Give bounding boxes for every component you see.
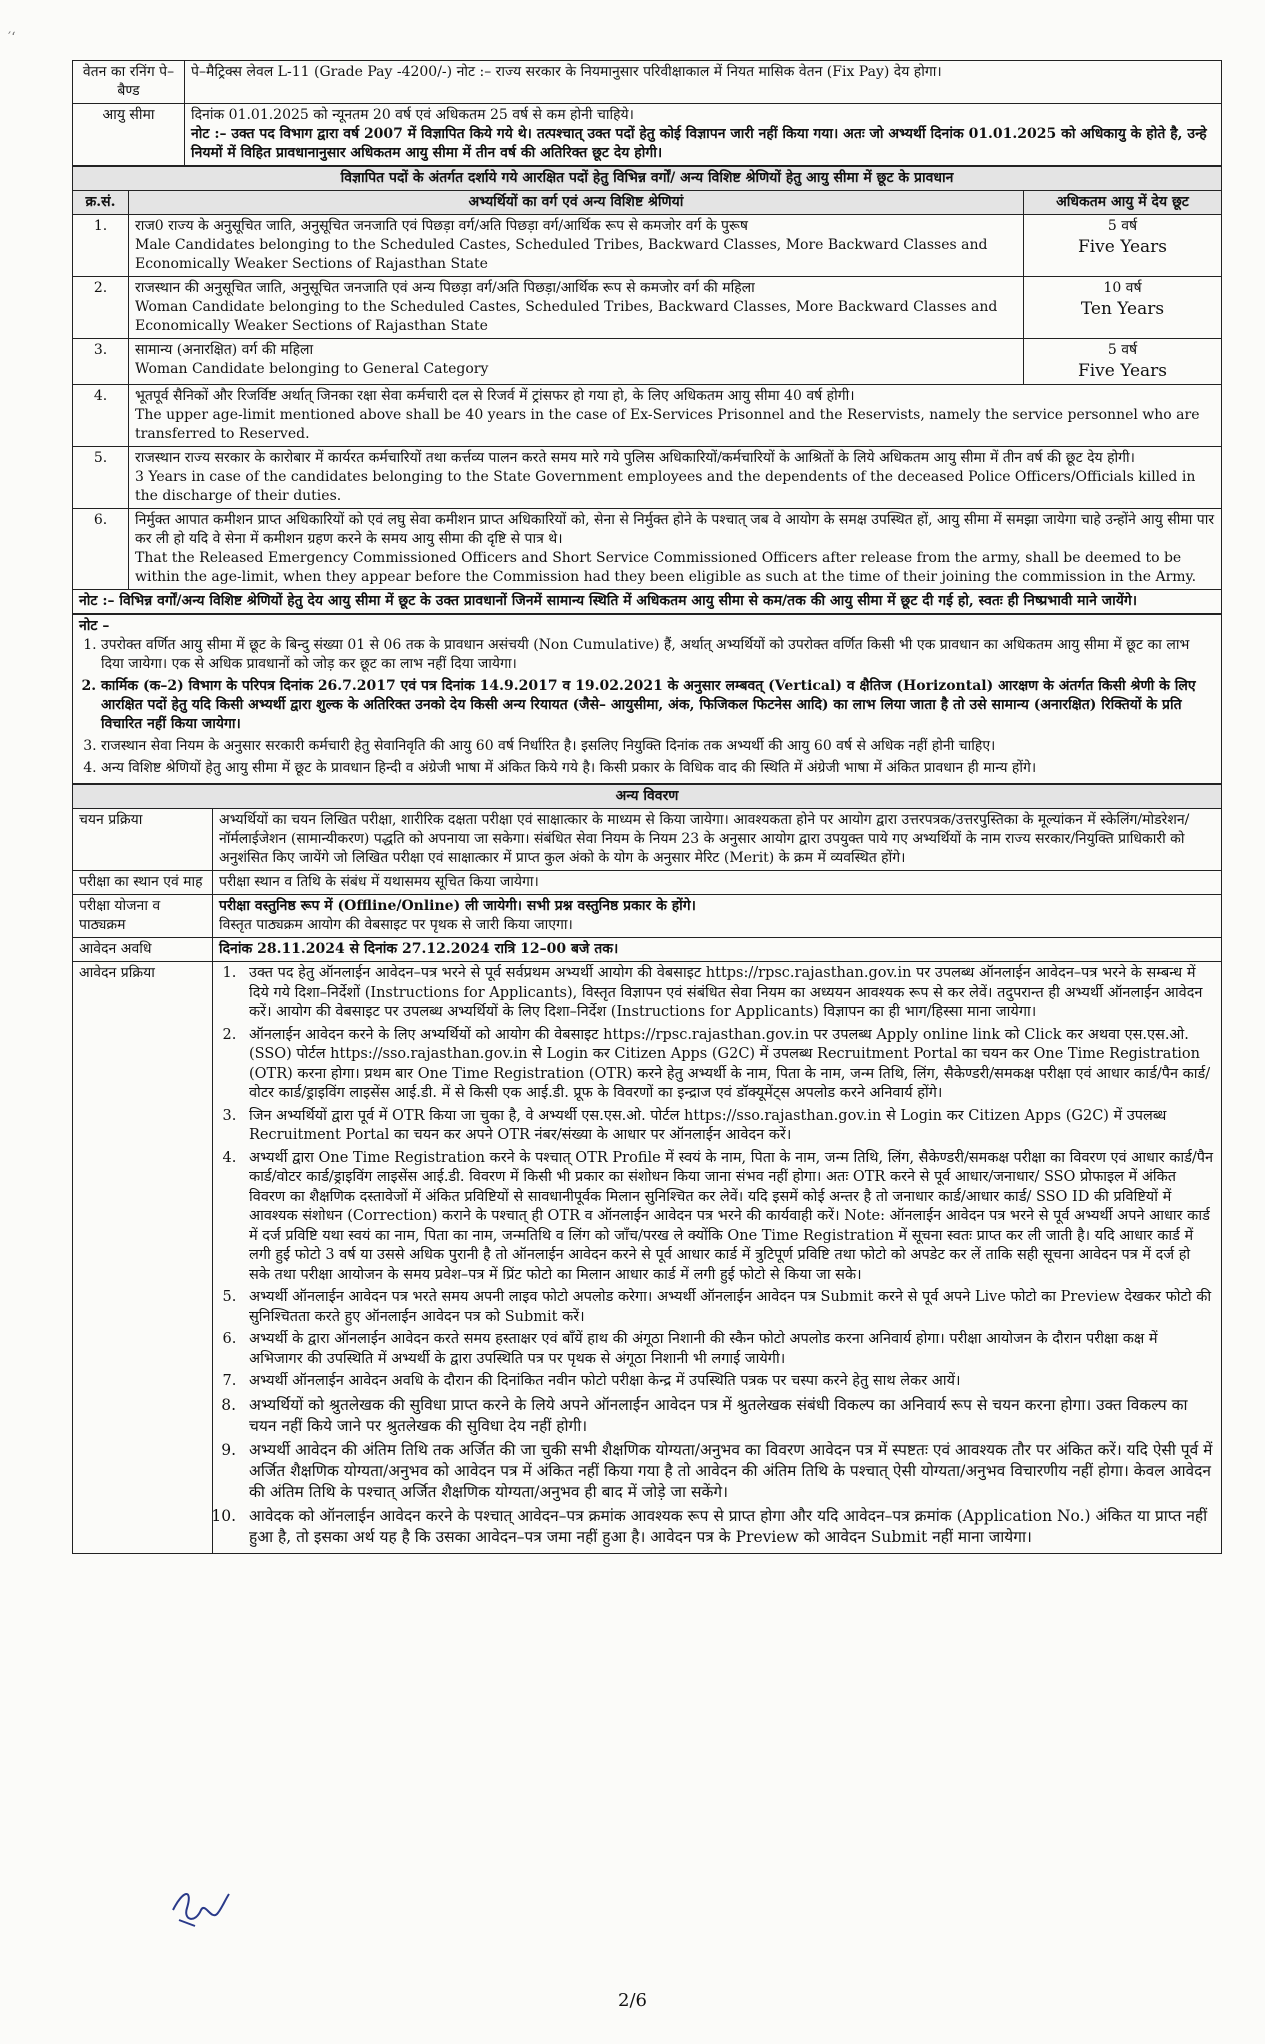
age-hi: 5 वर्ष [1107, 218, 1138, 234]
row-sn: 5. [73, 447, 129, 509]
selection-row [73, 809, 1222, 871]
scan-mark: ′‘ [8, 30, 16, 46]
list-item: 10. आवेदक को ऑनलाईन आवेदन करने के पश्चात् आवेदन–पत्र क्रमांक आवश्यक रूप से प्राप्त होगा और यदि आवेदन–पत्र क्रमांक (Application No.) अंकित या प्राप्त नहीं हुआ है, तो इसका अर्थ यह है कि उसका आवेदन–पत्र जमा नहीं हुआ है। आवेदन पत्र के Preview को आवेदन Submit नहीं माना जायेगा। [241, 1506, 1215, 1548]
col-age-relaxation: अधिकतम आयु में देय छूट [1023, 191, 1221, 215]
document-page [72, 60, 1222, 1554]
age-en: Five Years [1077, 361, 1168, 381]
table-row [73, 339, 1222, 385]
row-hi: निर्मुक्त आपात कमीशन प्राप्त अधिकारियों को एवं लघु सेवा कमीशन प्राप्त अधिकारियों को, सेना से निर्मुक्त होने के पश्चात् जब वे आयोग के समक्ष उपस्थित हों, आयु सीमा में समझा जायेगा चाहे उन्होंने आयु सीमा पार कर ली हो यदि वे सेना में कमीशन ग्रहण करने के समय आयु सीमा की दृष्टि से पात्र थे। [135, 512, 1215, 547]
row-category [129, 339, 1024, 385]
list-item: 4. अभ्यर्थी द्वारा One Time Registration करने के पश्चात् OTR Profile में स्वयं के नाम, पिता के नाम, जन्म तिथि, लिंग, सैकेण्डरी/समकक्ष परीक्षा का विवरण एवं आधार कार्ड/पैन कार्ड/वोटर कार्ड/ड्राइविंग लाइसेंस आई.डी. विवरण में किसी भी प्रकार का संशोधन किया जाना संभव नहीं होगा। अतः OTR करने से पूर्व आधार/जनाधार/ SSO प्रोफाइल में अंकित विवरण का शैक्षणिक दस्तावेजों में अंकित प्रविष्टियों से सावधानीपूर्वक मिलान सुनिश्चित कर लेवें। यदि इसमें कोई अन्तर है तो जनाधार कार्ड/आधार कार्ड/ SSO ID की प्रविष्टियों में आवश्यक संशोधन (Correction) कराने के पश्चात् ही OTR व ऑनलाईन आवेदन पत्र भरने की कार्यवाही करें। Note: ऑनलाईन आवेदन पत्र भरने से पूर्व अभ्यर्थी अपने आधार कार्ड में दर्ज प्रविष्टि यथा स्वयं का नाम, पिता का नाम, जन्मतिथि व लिंग को जाँच/परख ले क्योंकि One Time Registration में सूचना स्वतः प्राप्त कर ली जाती है। यदि आधार कार्ड में लगी हुई फोटो 3 वर्ष या उससे अधिक पुरानी है तो ऑनलाईन आवेदन करने से पूर्व आधार कार्ड में त्रुटिपूर्ण प्रविष्टि तथा फोटो को अपडेट कर लें ताकि सही सूचना आवेदन पत्र में दर्ज हो सके तथा परीक्षा आयोजन के समय प्रवेश–पत्र में प्रिंट फोटो का मिलान आधार कार्ड में लगी हुई फोटो से किया जा सके। [241, 1149, 1215, 1286]
table-row [73, 215, 1222, 277]
table-row [73, 509, 1222, 590]
row-en: Male Candidates belonging to the Scheduled Castes, Scheduled Tribes, Backward Classes, More Backward Classes and Economically Weaker Sections of Rajasthan State [135, 237, 988, 272]
row-en: Woman Candidate belonging to General Category [135, 361, 489, 377]
process-row [73, 962, 1222, 1554]
row-en: 3 Years in case of the candidates belonging to the State Government employees and the dependents of the deceased Police Officers/Officials killed in the discharge of their duties. [135, 469, 1196, 504]
list-item: 9. अभ्यर्थी आवेदन की अंतिम तिथि तक अर्जित की जा चुकी सभी शैक्षणिक योग्यता/अनुभव का विवरण आवेदन पत्र में स्पष्टतः एवं आवश्यक तौर पर अंकित करें। यदि ऐसी पूर्व में अर्जित शैक्षणिक योग्यता/अनुभव को आवेदन पत्र में अंकित नहीं किया गया है तो आवेदन की अंतिम तिथि के पश्चात् ऐसी योग्यता/अनुभव विचारणीय नहीं होगा। केवल आवेदन की अंतिम तिथि के पश्चात् अर्जित शैक्षणिक योग्यता/अनुभव ही बाद में जोड़े जा सकेंगे। [241, 1440, 1215, 1503]
row-age [1023, 215, 1221, 277]
list-item: 2. कार्मिक (क–2) विभाग के परिपत्र दिनांक 26.7.2017 एवं पत्र दिनांक 14.9.2017 व 19.02.2021 के अनुसार लम्बवत् (Vertical) व क्षैतिज (Horizontal) आरक्षण के अंतर्गत किसी श्रेणी के लिए आरक्षित पदों हेतु यदि किसी अभ्यर्थी द्वारा शुल्क के अतिरिक्त उनको देय किसी अन्य रियायत (जैसे– आयुसीमा, अंक, फिजिकल फिटनेस आदि) का लाभ लिया जाता है तो उसे सामान्य (अनारक्षित) रिक्तियों के प्रति विचारित नहीं किया जायेगा। [101, 677, 1215, 734]
row-sn: 6. [73, 509, 129, 590]
scheme-label: परीक्षा योजना व पाठ्यक्रम [73, 895, 213, 938]
row-sn: 1. [73, 215, 129, 277]
selection-label: चयन प्रक्रिया [73, 809, 213, 871]
scheme-line-2: विस्तृत पाठ्यक्रम आयोग की वेबसाइट पर पृथक से जारी किया जाएगा। [219, 917, 573, 933]
row-category [129, 447, 1222, 509]
age-relaxation-table [72, 166, 1222, 614]
age-line-2: नोट :– उक्त पद विभाग द्वारा वर्ष 2007 में विज्ञापित किये गये थे। तत्पश्चात् उक्त पदों हेतु कोई विज्ञापन जारी नहीं किया गया। अतः जो अभ्यर्थी दिनांक 01.01.2025 को अधिकायु के होते है, उन्हे नियमों में विहित प्रावधानानुसार अधिकतम आयु सीमा में तीन वर्ष की अतिरिक्त छूट देय होगी। [191, 126, 1207, 161]
scheme-text [213, 895, 1222, 938]
row-sn: 3. [73, 339, 129, 385]
process-cell [213, 962, 1222, 1554]
row-sn: 4. [73, 385, 129, 447]
pay-row [73, 61, 1222, 104]
table-row [73, 385, 1222, 447]
other-details-title: अन्य विवरण [73, 785, 1222, 809]
row-age [1023, 339, 1221, 385]
relaxation-header-row [73, 191, 1222, 215]
period-row [73, 938, 1222, 962]
notes-title: नोट – [79, 618, 110, 634]
list-item: 4. अन्य विशिष्ट श्रेणियों हेतु आयु सीमा में छूट के प्रावधान हिन्दी व अंग्रेजी भाषा में अंकित किये गये है। किसी प्रकार के विधिक वाद की स्थिति में अंग्रेजी भाषा में अंकित प्रावधान ही मान्य होंगे। [101, 759, 1215, 778]
page-number: 2/6 [618, 1990, 647, 2011]
process-label: आवेदन प्रक्रिया [73, 962, 213, 1554]
scheme-row [73, 895, 1222, 938]
row-en: The upper age-limit mentioned above shall be 40 years in the case of Ex-Services Prisonnel and the Reservists, namely the service personnel who are transferred to Reserved. [135, 407, 1200, 442]
pay-age-table [72, 60, 1222, 166]
list-item: 8. अभ्यर्थियों को श्रुतलेखक की सुविधा प्राप्त करने के लिये अपने ऑनलाईन आवेदन पत्र में श्रुतलेखक संबंधी विकल्प का अनिवार्य रूप से चयन करना होगा। उक्त विकल्प का चयन नहीं किये जाने पर श्रुतलेखक की सुविधा देय नहीं होगी। [241, 1395, 1215, 1437]
age-hi: 10 वर्ष [1103, 280, 1142, 296]
scheme-line-1: परीक्षा वस्तुनिष्ठ रूप में (Offline/Online) ली जायेगी। सभी प्रश्न वस्तुनिष्ठ प्रकार के होंगे। [219, 898, 696, 914]
row-category [129, 277, 1024, 339]
list-item: 5. अभ्यर्थी ऑनलाईन आवेदन पत्र भरते समय अपनी लाइव फोटो अपलोड करेगा। अभ्यर्थी ऑनलाईन आवेदन पत्र Submit करने से पूर्व अपने Live फोटो का Preview देखकर फोटो की सुनिश्चितता करते हुए ऑनलाईन आवेदन पत्र को Submit करें। [241, 1288, 1215, 1327]
list-item: 3. राजस्थान सेवा नियम के अनुसार सरकारी कर्मचारी हेतु सेवानिवृति की आयु 60 वर्ष निर्धारित है। इसलिए नियुक्ति दिनांक तक अभ्यर्थी की आयु 60 वर्ष से अधिक नहीं होनी चाहिए। [101, 737, 1215, 756]
list-item: 1. उपरोक्त वर्णित आयु सीमा में छूट के बिन्दु संख्या 01 से 06 तक के प्रावधान असंचयी (Non Cumulative) हैं, अर्थात् अभ्यर्थियों को उपरोक्त वर्णित किसी भी एक प्रावधान का अधिकतम आयु सीमा में छूट का लाभ दिया जायेगा। एक से अधिक प्रावधानों को जोड़ कर छूट का लाभ नहीं दिया जायेगा। [101, 636, 1215, 674]
handwritten-initials [165, 1880, 235, 1934]
age-en: Five Years [1077, 237, 1168, 257]
pay-label: वेतन का रनिंग पे–बैण्ड [73, 61, 185, 104]
row-hi: राज0 राज्य के अनुसूचित जाति, अनुसूचित जनजाति एवं पिछड़ा वर्ग/अति पिछड़ा वर्ग/आर्थिक रूप से कमजोर वर्ग के पुरूष [135, 218, 748, 234]
list-item: 2. ऑनलाईन आवेदन करने के लिए अभ्यर्थियों को आयोग की वेबसाइट https://rpsc.rajasthan.gov.in पर उपलब्ध Apply online link को Click कर अथवा एस.एस.ओ. (SSO) पोर्टल https://sso.rajasthan.gov.in से Login कर Citizen Apps (G2C) में उपलब्ध Recruitment Portal का चयन कर One Time Registration (OTR) करना होगा। प्रथम बार One Time Registration (OTR) करने हेतु अभ्यर्थी के नाम, पिता के नाम, जन्म तिथि, लिंग, सैकेण्डरी/समकक्ष परीक्षा एवं आधार कार्ड/पैन कार्ड/वोटर कार्ड/ड्राइविंग लाइसेंस आई.डी. में से किसी एक आई.डी. प्रूफ के विवरणों का इन्द्राज एवं डॉक्यूमेंट्स अपलोड करने अनिवार्य होंगे। [241, 1026, 1215, 1104]
row-category [129, 509, 1222, 590]
age-line-1: दिनांक 01.01.2025 को न्यूनतम 20 वर्ष एवं अधिकतम 25 वर्ष से कम होनी चाहिये। [191, 107, 634, 123]
period-label: आवेदन अवधि [73, 938, 213, 962]
notes-cell [73, 615, 1222, 784]
relaxation-note: नोट :– विभिन्न वर्गों/अन्य विशिष्ट श्रेणियों हेतु देय आयु सीमा में छूट के उक्त प्रावधानों जिनमें सामान्य स्थिति में अधिकतम आयु सीमा से कम/तक की आयु सीमा में छूट दी गई हो, स्वतः ही निष्प्रभावी माने जायेंगे। [73, 590, 1222, 614]
row-hi: राजस्थान राज्य सरकार के कारोबार में कार्यरत कर्मचारियों तथा कर्त्तव्य पालन करते समय मारे गये पुलिस अधिकारियों/कर्मचारियों के आश्रितों के लिये अधिकतम आयु सीमा में तीन वर्ष की छूट देय होगी। [135, 450, 1135, 466]
age-row [73, 104, 1222, 166]
row-hi: सामान्य (अनारक्षित) वर्ग की महिला [135, 342, 314, 358]
list-item: 3. जिन अभ्यर्थियों द्वारा पूर्व में OTR किया जा चुका है, वे अभ्यर्थी एस.एस.ओ. पोर्टल https://sso.rajasthan.gov.in से Login कर Citizen Apps (G2C) में उपलब्ध Recruitment Portal का चयन कर अपने OTR नंबर/संख्या के आधार पर ऑनलाईन आवेदन करें। [241, 1107, 1215, 1146]
selection-text: अभ्यर्थियों का चयन लिखित परीक्षा, शारीरिक दक्षता परीक्षा एवं साक्षात्कार के माध्यम से किया जायेगा। आवश्यकता होने पर आयोग द्वारा उत्तरपत्रक/उत्तरपुस्तिका के मूल्यांकन में स्केलिंग/मोडरेशन/नॉर्मलाईजेशन (सामान्यीकरण) पद्धति को अपनाया जा सकेगा। संबंधित सेवा नियम के नियम 23 के अनुसार आयोग द्वारा उपयुक्त पाये गए अभ्यर्थियों के नाम राज्य सरकार/नियुक्ति प्राधिकारी को अनुशंसित किए जायेंगे जो लिखित परीक्षा एवं साक्षात्कार में प्राप्त कुल अंको के योग के अनुसार मेरिट (Merit) के क्रम में व्यवस्थित होंगे। [213, 809, 1222, 871]
age-label: आयु सीमा [73, 104, 185, 166]
period-text: दिनांक 28.11.2024 से दिनांक 27.12.2024 रात्रि 12–00 बजे तक। [213, 938, 1222, 962]
list-item: 7. अभ्यर्थी ऑनलाईन आवेदन अवधि के दौरान की दिनांकित नवीन फोटो परीक्षा केन्द्र में उपस्थिति पत्रक पर चस्पा करने हेतु साथ लेकर आयें। [241, 1372, 1215, 1392]
venue-text: परीक्षा स्थान व तिथि के संबंध में यथासमय सूचित किया जायेगा। [213, 871, 1222, 895]
venue-label: परीक्षा का स्थान एवं माह [73, 871, 213, 895]
row-en: That the Released Emergency Commissioned Officers and Short Service Commissioned Officers after release from the army, shall be deemed to be within the age-limit, when they appear before the Commission had they been eligible as such at the time of their joining the commission in the Army. [135, 550, 1197, 585]
row-category [129, 215, 1024, 277]
age-hi: 5 वर्ष [1107, 342, 1138, 358]
table-row [73, 277, 1222, 339]
relaxation-title: विज्ञापित पदों के अंतर्गत दर्शाये गये आरक्षित पदों हेतु विभिन्न वर्गों/ अन्य विशिष्ट श्रेणियों हेतु आयु सीमा में छूट के प्रावधान [73, 167, 1222, 191]
age-text [185, 104, 1222, 166]
table-row [73, 447, 1222, 509]
list-item: 1. उक्त पद हेतु ऑनलाईन आवेदन–पत्र भरने से पूर्व सर्वप्रथम अभ्यर्थी आयोग की वेबसाइट https://rpsc.rajasthan.gov.in पर उपलब्ध ऑनलाईन आवेदन–पत्र भरने के सम्बन्ध में दिये गये दिशा–निर्देशों (Instructions for Applicants), विस्तृत विज्ञापन एवं संबंधित सेवा नियम का अध्ययन आवश्यक रूप से कर लेवें। तदुपरान्त ही अभ्यर्थी ऑनलाईन आवेदन करें। आयोग की वेबसाइट पर उपलब्ध अभ्यर्थियों के लिए दिशा–निर्देश (Instructions for Applicants) विज्ञापन का ही भाग/हिस्सा माना जायेगा। [241, 964, 1215, 1023]
row-hi: भूतपूर्व सैनिकों और रिजर्विष्ट अर्थात् जिनका रक्षा सेवा कर्मचारी दल से रिजर्व में ट्रांसफर हो गया हो, के लिए अधिकतम आयु सीमा 40 वर्ष होगी। [135, 388, 855, 404]
row-category [129, 385, 1222, 447]
other-details-table [72, 784, 1222, 1554]
col-category: अभ्यर्थियों का वर्ग एवं अन्य विशिष्ट श्रेणियां [129, 191, 1024, 215]
age-en: Ten Years [1080, 299, 1165, 319]
row-hi: राजस्थान की अनुसूचित जाति, अनुसूचित जनजाति एवं अन्य पिछड़ा वर्ग/अति पिछड़ा/आर्थिक रूप से कमजोर वर्ग की महिला [135, 280, 755, 296]
col-sn: क्र.सं. [73, 191, 129, 215]
list-item: 6. अभ्यर्थी के द्वारा ऑनलाईन आवेदन करते समय हस्ताक्षर एवं बाँयें हाथ की अंगूठा निशानी की स्कैन फोटो अपलोड करना अनिवार्य होगा। परीक्षा आयोजन के दौरान परीक्षा कक्ष में अभिजागर की उपस्थिति में अभ्यर्थी के द्वारा उपस्थिति पत्र पर पृथक से अंगूठा निशानी भी लगाई जायेगी। [241, 1330, 1215, 1369]
process-list [219, 964, 1215, 1548]
notes-list [79, 636, 1215, 778]
row-sn: 2. [73, 277, 129, 339]
notes-box [72, 614, 1222, 784]
venue-row [73, 871, 1222, 895]
pay-text: पे–मैट्रिक्स लेवल L-11 (Grade Pay -4200/-) नोट :– राज्य सरकार के नियमानुसार परिवीक्षाकाल में नियत मासिक वेतन (Fix Pay) देय होगा। [185, 61, 1222, 104]
row-en: Woman Candidate belonging to the Scheduled Castes, Scheduled Tribes, Backward Classes, More Backward Classes and Economically Weaker Sections of Rajasthan State [135, 299, 998, 334]
row-age [1023, 277, 1221, 339]
